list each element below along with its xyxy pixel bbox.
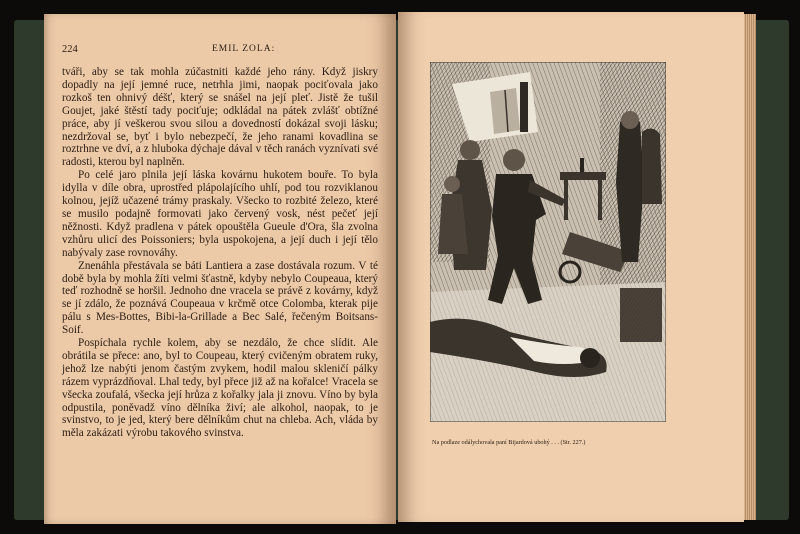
paragraph: Po celé jaro plnila její láska kovárnu hukotem bouře. To byla idylla v díle obra, uprostřed plápolajícího uhlí, pod tou rozviklanou kolnou, jejíž učazené trámy praskaly. Všecko to rozbité železo, které se musilo podajně formovati jako červený vosk, nést pečeť její něžnosti. Když pradlena v pátek opouštěla Gueule d'Ora, šla zvolna vzhůru ulicí des Poissoniers; byla uspokojena, a její duch i její tělo nabývaly zase rovnováhy. xyxy=(62,169,378,259)
engraving-image xyxy=(430,62,666,422)
illustration xyxy=(430,62,666,422)
body-text xyxy=(62,66,378,486)
illustration-caption: Na podlaze odálychovala paní Bijardová ubohý . . . (Str. 227.) xyxy=(432,439,586,446)
running-head xyxy=(62,44,382,58)
paragraph: Pospíchala rychle kolem, aby se nezdálo, že chce slídit. Ale obrátila se přece: ano, byl to Coupeau, který cvičeným obratem ruky, jehož lze nabýti jenom častým zvykem, hodil malou skleničí pálky rázem vyprázdňoval. Lhal tedy, byl přece již až na kořalce! Vracela se všecka zoufalá, všecka její hrůza z kořalky jala ji znovu. Víno by byla odpustila, poněvadž víno dělníka živí; ale alkohol, naopak, to je svinstvo, to je jed, který bere dělníkům chut na chleba. Ach, vláda by měla zakázati výrobu takového svinstva. xyxy=(62,337,378,440)
paragraph: Znenáhla přestávala se báti Lantiera a zase dostávala rozum. V té době byla by mohla žíti velmi šťastně, kdyby nebylo Coupeaua, který teď rozhodně se horšil. Jednoho dne vracela se právě z kovárny, když se jí zdálo, že poznává Coupeaua v krčmě otce Colomba, kterak pije pálu s Mes-Bottes, Bibi-la-Grillade a Bec Salé, řečeným Boitsans-Soif. xyxy=(62,259,378,337)
author-header: EMIL ZOLA: xyxy=(212,44,276,54)
page-number: 224 xyxy=(62,44,78,55)
paragraph: tváři, aby se tak mohla zúčastniti každé jeho rány. Když jiskry dopadly na její jemné ruce, netrhla jimi, naopak pociťovala jako rozkoš ten ohnivý déšť, který se snášel na její pleť. Jistě že tušil Goujet, jaké štěstí tady pociťuje; odkládal na pátek zvlášť obtížné práce, aby jí veškerou svou silou a dovedností dokázal svoji lásku; nezdržoval se, byť i bylo nebezpečí, že jeho ranami kovadlina se roztrhne ve dví, a z hluboka dýchaje dával v těch ranách vyznívati své radosti, kterou byl naplněn. xyxy=(62,66,378,169)
page-edges xyxy=(744,14,756,520)
